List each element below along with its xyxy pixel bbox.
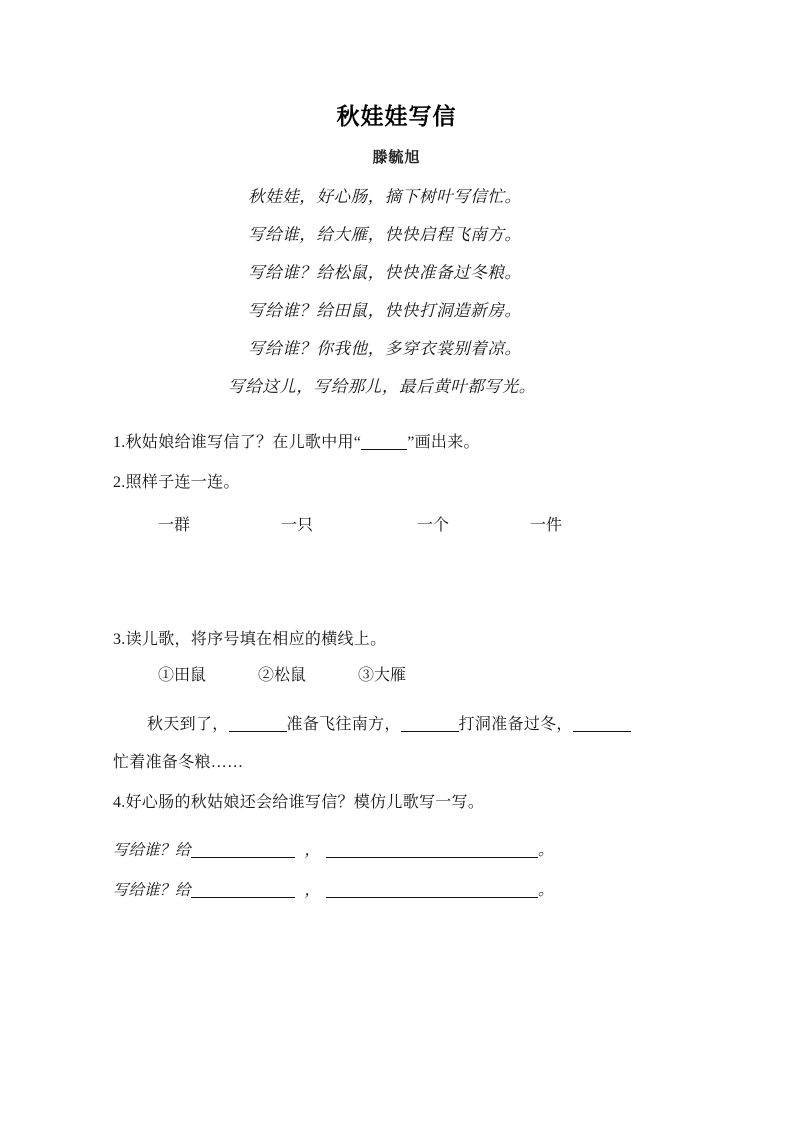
measure-word-item[interactable]: 一群 bbox=[158, 517, 191, 534]
measure-word-item[interactable]: 一只 bbox=[281, 517, 314, 534]
q4-line1-blank-content[interactable] bbox=[326, 843, 538, 858]
q4-line2-prefix: 写给谁？给 bbox=[113, 882, 191, 899]
measure-word-row bbox=[0, 512, 793, 540]
q4-line2-blank-content[interactable] bbox=[326, 883, 538, 898]
q3-sentence-part3: 打洞准备过冬， bbox=[458, 716, 573, 733]
poem-line: 写给谁？你我他，多穿衣裳别着凉。 bbox=[248, 339, 522, 358]
q4-line1-middle: ， bbox=[304, 842, 321, 859]
poem-line: 写给这儿，写给那儿，最后黄叶都写光。 bbox=[228, 377, 536, 396]
question-4-answer-line bbox=[113, 878, 554, 900]
q4-line1-prefix: 写给谁？给 bbox=[113, 842, 191, 859]
option-item[interactable]: ②松鼠 bbox=[258, 667, 307, 684]
author-name: 滕毓旭 bbox=[372, 150, 421, 166]
q4-line2-middle: ， bbox=[304, 882, 321, 899]
poem-line: 写给谁？给松鼠，快快准备过冬粮。 bbox=[248, 263, 522, 282]
option-item[interactable]: ③大雁 bbox=[358, 667, 407, 684]
question-2 bbox=[113, 470, 240, 496]
poem-line: 写给谁，给大雁，快快启程飞南方。 bbox=[248, 225, 522, 244]
q3-sentence-part2: 准备飞往南方， bbox=[286, 716, 401, 733]
question-1 bbox=[113, 430, 480, 456]
option-item[interactable]: ①田鼠 bbox=[158, 667, 207, 684]
question-3-options bbox=[0, 662, 793, 690]
question-3-text: 读儿歌，将序号填在相应的横线上。 bbox=[125, 631, 387, 648]
question-4-number: 4. bbox=[113, 794, 126, 811]
poem-line: 写给谁？给田鼠，快快打洞造新房。 bbox=[248, 301, 522, 320]
page-title: 秋娃娃写信 bbox=[336, 104, 457, 130]
q3-sentence-part1: 秋天到了， bbox=[147, 716, 229, 733]
q3-blank-2[interactable] bbox=[401, 717, 459, 732]
q4-line2-suffix: 。 bbox=[538, 882, 554, 899]
question-1-number: 1. bbox=[113, 434, 126, 451]
measure-word-item[interactable]: 一件 bbox=[530, 517, 563, 534]
question-4-text: 好心肠的秋姑娘还会给谁写信？模仿儿歌写一写。 bbox=[125, 794, 485, 811]
question-3-number: 3. bbox=[113, 631, 126, 648]
question-3-sentence bbox=[113, 712, 693, 738]
q4-line2-blank-who[interactable] bbox=[191, 883, 295, 898]
question-4-answer-line bbox=[113, 838, 554, 860]
question-1-answer-blank[interactable] bbox=[361, 435, 407, 450]
measure-word-item[interactable]: 一个 bbox=[417, 517, 450, 534]
q4-line1-suffix: 。 bbox=[538, 842, 554, 859]
matching-drawing-area[interactable] bbox=[120, 545, 680, 625]
question-1-text-after: ”画出来。 bbox=[407, 434, 480, 451]
poem-body bbox=[0, 178, 793, 406]
question-2-text: 照样子连一连。 bbox=[125, 474, 240, 491]
question-4 bbox=[113, 790, 484, 816]
q3-blank-3[interactable] bbox=[573, 717, 631, 732]
question-3-sentence-cont: 忙着准备冬粮…… bbox=[113, 754, 244, 771]
q3-blank-1[interactable] bbox=[229, 717, 287, 732]
q4-line1-blank-who[interactable] bbox=[191, 843, 295, 858]
poem-line: 秋娃娃，好心肠，摘下树叶写信忙。 bbox=[248, 187, 522, 206]
question-1-text-before: 秋姑娘给谁写信了？在儿歌中用“ bbox=[125, 434, 362, 451]
question-3 bbox=[113, 627, 386, 653]
question-2-number: 2. bbox=[113, 474, 126, 491]
